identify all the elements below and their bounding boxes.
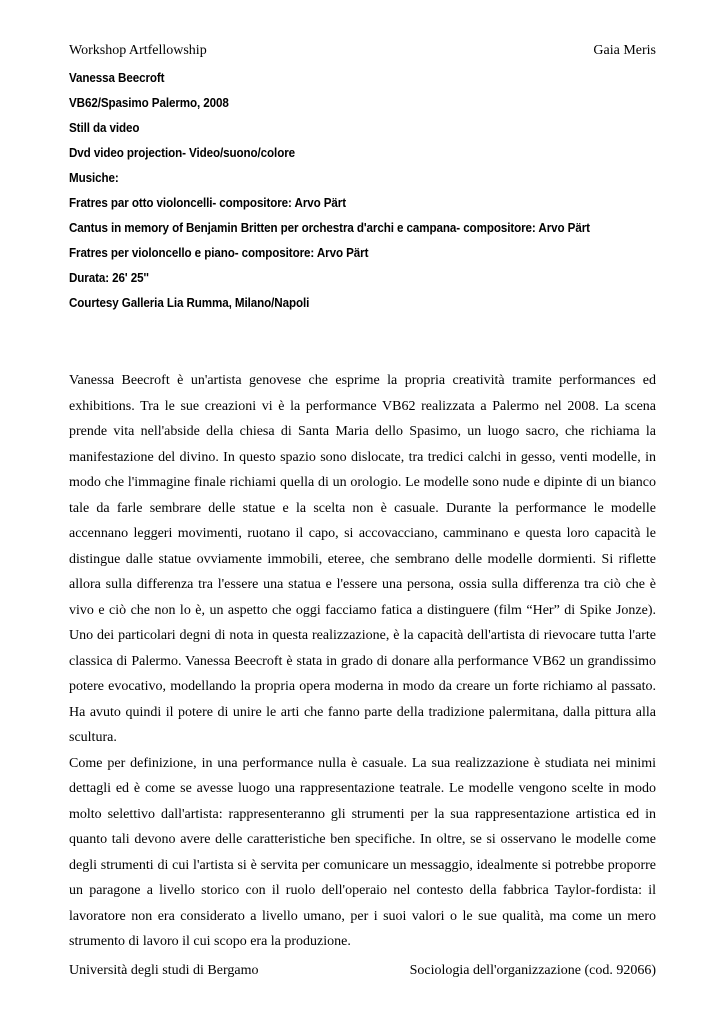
artwork-medium: Still da video: [69, 121, 140, 135]
artwork-title: VB62/Spasimo Palermo, 2008: [69, 96, 229, 110]
header-workshop-title: Workshop Artfellowship: [69, 43, 207, 58]
essay-paragraph: Vanessa Beecroft è un'artista genovese che esprime la propria creatività tramite performances ed exhibitions. Tra le sue creazioni vi è la performance VB62 realizzata a Palermo nel 2008. La scena prende vita nell'abside della chiesa di Santa Maria dello Spasimo, un luogo sacro, che richiama la manifestazione del divino. In questo spazio sono dislocate, tra tredici calchi in gesso, venti modelle, in modo che l'immagine finale richiami quella di un orologio. Le modelle sono nude e dipinte di un bianco tale da farle sembrare delle statue e la scelta non è casuale. Durante la performance le modelle accennano leggeri movimenti, ruotano il capo, si accovacciano, camminano e questa loro capacità le distingue dalle statue ovviamente immobili, eteree, che sembrano delle modelle dormienti. Si riflette allora sulla differenza tra l'essere una statua e l'essere una persona, ossia sulla differenza tra ciò che è vivo e ciò che non lo è, un aspetto che oggi facciamo fatica a distinguere (film “Her” di Spike Jonze). Uno dei particolari degni di nota in questa realizzazione, è la capacità dell'artista di rievocare tutta l'arte classica di Palermo. Vanessa Beecroft è stata in grado di donare alla performance VB62 un grandissimo potere evocativo, modellando la propria opera moderna in modo da creare un forte richiamo al passato. Ha avuto quindi il potere di unire le arti che fanno parte della tradizione palermitana, dalla pittura alla scultura.: [69, 373, 656, 745]
artwork-courtesy: Courtesy Galleria Lia Rumma, Milano/Napoli: [69, 296, 310, 310]
header-author-name: Gaia Meris: [593, 43, 656, 58]
page-footer: [69, 962, 656, 980]
essay-paragraph: Come per definizione, in una performance nulla è casuale. La sua realizzazione è studiata nei minimi dettagli ed è come se avesse luogo una rappresentazione teatrale. Le modelle vengono scelte in modo molto selettivo dall'artista: rappresenteranno gli strumenti per la sua rappresentazione artistica ed in quanto tali devono avere delle caratteristiche ben specifiche. In oltre, se si osservano le modelle come degli strumenti di cui l'artista si è servita per comunicare un messaggio, idealmente si potrebbe proporre un paragone a livello storico con il ruolo dell'operaio nel contesto della fabbrica Taylor-fordista: il lavoratore non era considerato a livello umano, per i suoi valori o le sue qualità, ma come un mero strumento di lavoro il cui scopo era la produzione.: [69, 755, 656, 949]
artwork-format: Dvd video projection- Video/suono/colore: [69, 146, 296, 160]
music-item: Cantus in memory of Benjamin Britten per orchestra d'archi e campana- compositore: Arvo Pärt: [69, 221, 590, 235]
footer-university: Università degli studi di Bergamo: [69, 963, 259, 978]
music-item: Fratres per violoncello e piano- compositore: Arvo Pärt: [69, 246, 369, 260]
artwork-details-list: [69, 66, 685, 316]
music-heading: Musiche:: [69, 171, 119, 185]
essay-body: [69, 368, 656, 955]
footer-course: Sociologia dell'organizzazione (cod. 92066): [409, 963, 656, 978]
artist-name: Vanessa Beecroft: [69, 71, 165, 85]
artwork-duration: Durata: 26' 25'': [69, 271, 149, 285]
music-item: Fratres par otto violoncelli- compositore: Arvo Pärt: [69, 196, 347, 210]
page-header: [69, 42, 656, 60]
